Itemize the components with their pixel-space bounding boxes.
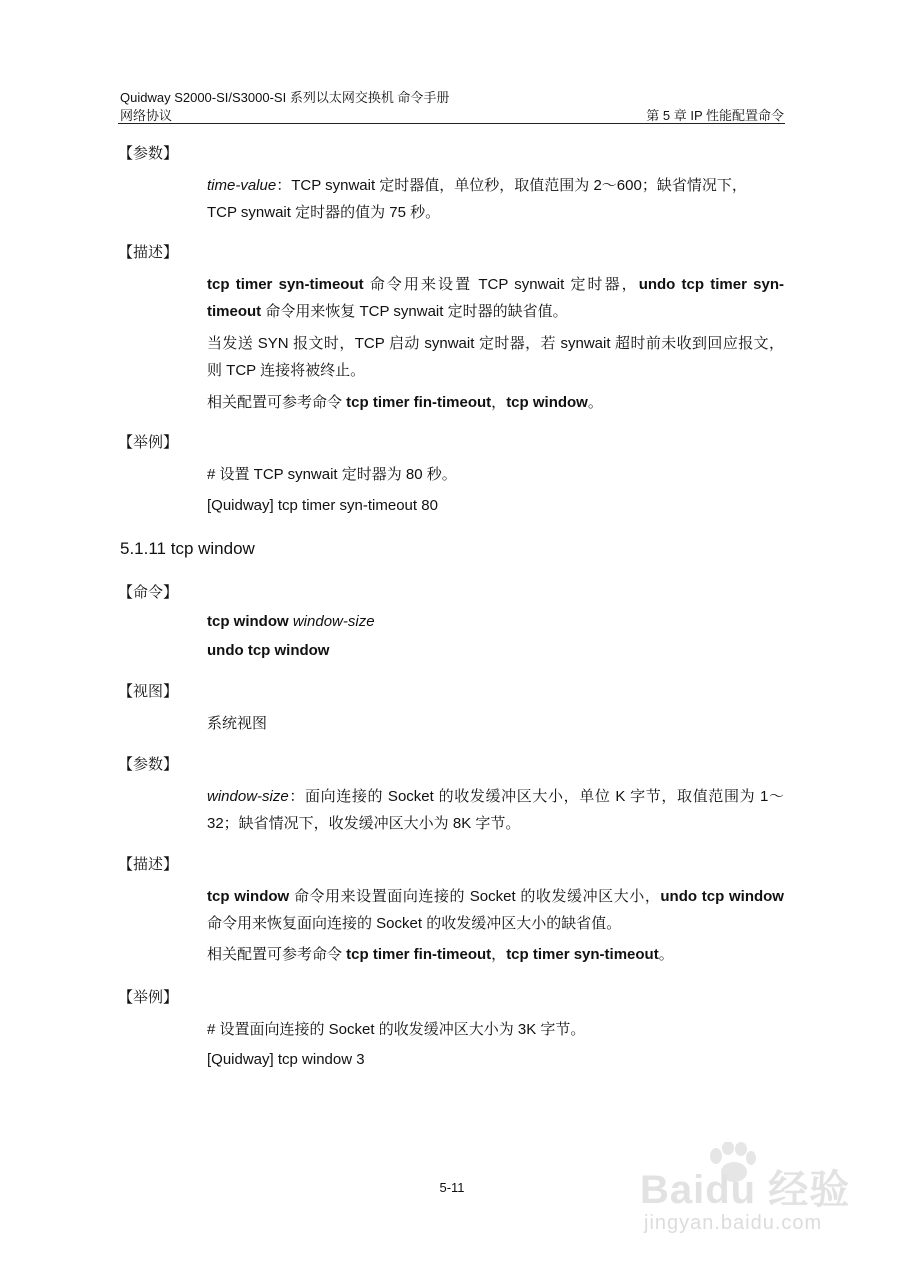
undo-command-name: undo tcp window xyxy=(660,888,784,905)
related-end: 。 xyxy=(658,946,674,963)
related-separator: ， xyxy=(491,946,507,963)
header-title: Quidway S2000-SI/S3000-SI 系列以太网交换机 命令手册 xyxy=(120,90,450,105)
command-name: tcp timer syn-timeout xyxy=(207,276,364,293)
description-label: 【描述】 xyxy=(118,244,179,261)
params-term: time-value xyxy=(207,177,277,194)
description-paragraph-2: 当发送 SYN 报文时，TCP 启动 synwait 定时器，若 synwait 超时前未收到回应报文，则 TCP 连接将被终止。 xyxy=(207,335,784,379)
command-syntax-2 xyxy=(207,637,784,664)
params-label: 【参数】 xyxy=(118,756,179,773)
watermark-logo: Baidu 经验 xyxy=(640,1168,851,1212)
params-text-line1: ：TCP synwait 定时器值，单位秒，取值范围为 2～600；缺省情况下， xyxy=(276,177,747,194)
example-command: [Quidway] tcp window 3 xyxy=(207,1051,365,1068)
watermark-url: jingyan.baidu.com xyxy=(644,1212,823,1234)
related-command: tcp timer fin-timeout xyxy=(346,946,492,963)
header-divider xyxy=(118,123,785,124)
related-command: tcp timer fin-timeout xyxy=(346,394,492,411)
header-chapter: 第 5 章 IP 性能配置命令 xyxy=(646,108,784,123)
description-text-end: 命令用来恢复 TCP synwait 定时器的缺省值。 xyxy=(261,303,568,320)
related-separator: ， xyxy=(491,394,507,411)
example-comment: # 设置 TCP synwait 定时器为 80 秒。 xyxy=(207,466,457,483)
params-paragraph xyxy=(207,783,784,837)
description-paragraph xyxy=(207,883,784,937)
example-label: 【举例】 xyxy=(118,989,179,1006)
description-text: 命令用来设置面向连接的 Socket 的收发缓冲区大小， xyxy=(289,888,661,905)
params-text: ：面向连接的 Socket 的收发缓冲区大小，单位 K 字节，取值范围为 1～32；缺省情况下，收发缓冲区大小为 8K 字节。 xyxy=(207,788,784,832)
description-label: 【描述】 xyxy=(118,856,179,873)
related-commands xyxy=(207,941,784,968)
command-name: tcp window xyxy=(207,613,289,630)
related-command: tcp timer syn-timeout xyxy=(506,946,659,963)
example-command: [Quidway] tcp timer syn-timeout 80 xyxy=(207,497,438,514)
undo-command-name: undo tcp window xyxy=(207,642,330,659)
command-name: tcp window xyxy=(207,888,290,905)
params-paragraph xyxy=(207,172,784,226)
params-label: 【参数】 xyxy=(118,145,179,162)
baidu-watermark xyxy=(640,1140,870,1250)
header-section: 网络协议 xyxy=(120,108,173,123)
description-paragraph xyxy=(207,271,784,325)
related-prefix: 相关配置可参考命令 xyxy=(207,946,347,963)
params-text-line2: TCP synwait 定时器的值为 75 秒。 xyxy=(207,204,441,221)
command-label: 【命令】 xyxy=(118,584,179,601)
related-command: tcp window xyxy=(506,394,588,411)
description-text: 命令用来设置 TCP synwait 定时器， xyxy=(363,276,639,293)
view-text: 系统视图 xyxy=(207,715,268,732)
view-label: 【视图】 xyxy=(118,683,179,700)
section-heading: 5.1.11 tcp window xyxy=(120,539,255,558)
undo-command-name: undo tcp timer syn-timeout xyxy=(207,276,784,320)
page-number: 5-11 xyxy=(439,1180,465,1195)
description-text-end: 命令用来恢复面向连接的 Socket 的收发缓冲区大小的缺省值。 xyxy=(207,915,622,932)
related-prefix: 相关配置可参考命令 xyxy=(207,394,347,411)
command-argument: window-size xyxy=(288,613,375,630)
example-label: 【举例】 xyxy=(118,434,179,451)
example-comment: # 设置面向连接的 Socket 的收发缓冲区大小为 3K 字节。 xyxy=(207,1021,586,1038)
params-term: window-size xyxy=(207,788,289,805)
command-syntax-1 xyxy=(207,608,784,635)
related-end: 。 xyxy=(587,394,603,411)
related-commands xyxy=(207,389,784,416)
